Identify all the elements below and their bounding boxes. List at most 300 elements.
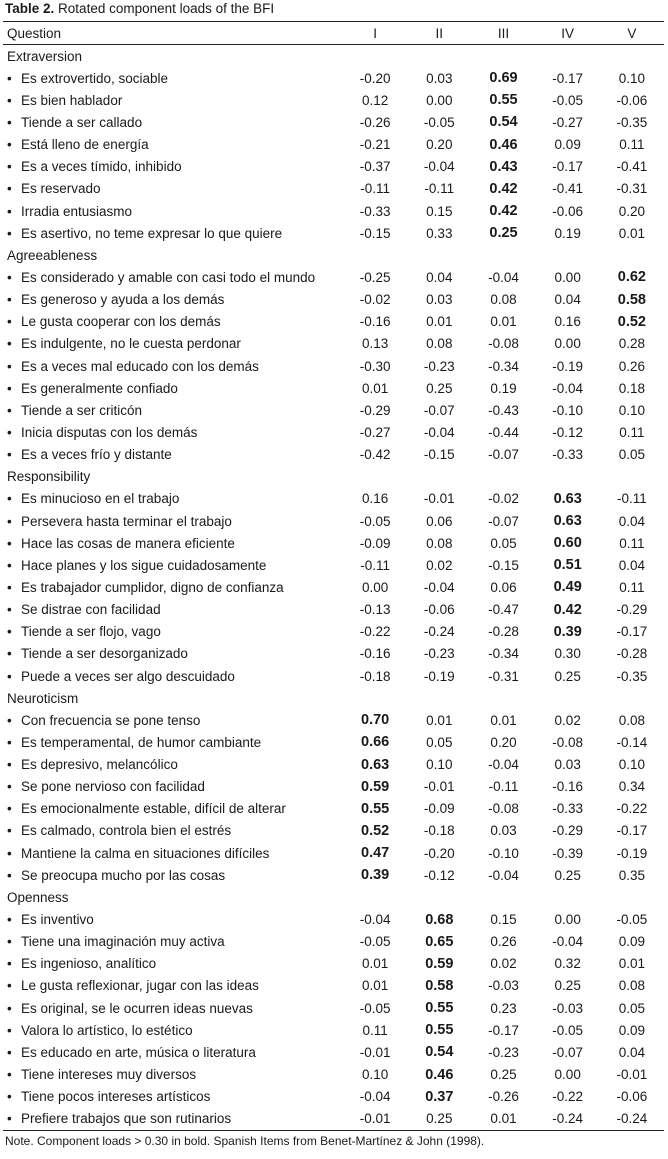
item-text: Tiene una imaginación muy activa	[21, 934, 225, 950]
item-question	[3, 643, 343, 665]
item-text: Es asertivo, no teme expresar lo que quiere	[21, 225, 283, 241]
bullet-icon: •	[7, 1111, 12, 1127]
loading-value: -0.08	[488, 801, 519, 817]
loading-value: 0.03	[426, 70, 453, 86]
bullet-icon: •	[7, 181, 12, 197]
bullet-icon: •	[7, 956, 12, 972]
loading-value: 0.20	[426, 137, 453, 153]
item-question	[3, 1019, 343, 1041]
bullet-icon: •	[7, 114, 12, 130]
loading-value: -0.41	[616, 159, 648, 175]
loading-value: -0.35	[616, 114, 648, 130]
bullet-icon: •	[7, 712, 12, 728]
loading-value: 0.01	[426, 712, 453, 728]
bullet-icon: •	[7, 602, 12, 618]
item-question	[3, 377, 343, 399]
loading-value: 0.10	[618, 402, 646, 418]
table-row	[3, 311, 664, 333]
loading-value: 0.01	[426, 314, 453, 330]
item-text: Es inventivo	[21, 912, 94, 928]
loading-value: -0.03	[488, 978, 519, 994]
item-text: Es a veces tímido, inhibido	[21, 159, 182, 175]
loading-value: -0.11	[360, 181, 391, 197]
bullet-icon: •	[7, 668, 12, 684]
item-question	[3, 421, 343, 443]
bullet-icon: •	[7, 358, 12, 374]
loading-value: 0.01	[361, 380, 389, 396]
item-question	[3, 953, 343, 975]
table-row	[3, 776, 664, 798]
loading-value: -0.04	[552, 934, 584, 950]
loading-value: -0.24	[423, 624, 455, 640]
item-text: Le gusta cooperar con los demás	[21, 314, 221, 330]
item-question	[3, 709, 343, 731]
table-row	[3, 89, 664, 111]
table-row	[3, 156, 664, 178]
loading-value: 0.68	[425, 911, 454, 928]
loading-value: -0.26	[488, 1089, 519, 1105]
section-row	[3, 466, 664, 488]
item-question	[3, 1108, 343, 1131]
item-question	[3, 997, 343, 1019]
loading-value: -0.41	[552, 181, 584, 197]
loading-value: 0.00	[554, 269, 581, 285]
table-row	[3, 1041, 664, 1063]
loading-value: -0.07	[423, 402, 455, 418]
item-question	[3, 67, 343, 89]
item-text: Tiene intereses muy diversos	[21, 1067, 197, 1083]
loading-value: 0.00	[426, 92, 453, 108]
loading-value: -0.35	[616, 668, 648, 684]
item-question	[3, 289, 343, 311]
table-row	[3, 820, 664, 842]
loading-value: -0.17	[552, 70, 584, 86]
loading-value: 0.46	[489, 136, 518, 153]
item-question	[3, 89, 343, 111]
bullet-icon: •	[7, 380, 12, 396]
loading-value: 0.04	[426, 269, 453, 285]
item-text: Es ingenioso, analítico	[21, 956, 157, 972]
table-row	[3, 997, 664, 1019]
item-question	[3, 311, 343, 333]
loading-value: 0.08	[618, 978, 646, 994]
table-row	[3, 532, 664, 554]
table-row	[3, 1063, 664, 1085]
loading-value: -0.03	[552, 1000, 584, 1016]
loading-value: -0.04	[423, 159, 455, 175]
loading-value: -0.11	[488, 779, 519, 795]
loading-value: -0.01	[359, 1044, 391, 1060]
section-heading: Responsibility	[7, 469, 91, 485]
loading-value: -0.24	[600, 1108, 664, 1131]
loading-value: 0.55	[425, 1000, 454, 1017]
section-heading: Agreeableness	[7, 247, 98, 263]
loading-value: -0.22	[552, 1089, 584, 1105]
loading-value: 0.25	[489, 225, 518, 242]
loading-value: 0.15	[426, 203, 453, 219]
header-component: II	[407, 22, 471, 45]
loading-value: -0.20	[359, 70, 391, 86]
loading-value: -0.34	[488, 358, 519, 374]
item-text: Tiende a ser callado	[21, 114, 143, 130]
header-component: IV	[536, 22, 600, 45]
loading-value: 0.54	[425, 1044, 454, 1061]
bullet-icon: •	[7, 92, 12, 108]
caption-text: Rotated component loads of the BFI	[58, 1, 275, 16]
loading-value: -0.01	[423, 779, 455, 795]
loading-value: 0.58	[425, 977, 454, 994]
item-question	[3, 754, 343, 776]
loading-value: 0.70	[361, 712, 390, 729]
bullet-icon: •	[7, 1089, 12, 1105]
loading-value: -0.05	[359, 934, 391, 950]
loading-value: -0.19	[423, 668, 455, 684]
loading-value: 0.09	[554, 137, 581, 153]
loading-value: 0.08	[490, 292, 517, 308]
loading-value: -0.28	[488, 624, 519, 640]
item-text: Es indulgente, no le cuesta perdonar	[21, 336, 241, 352]
item-text: Está lleno de energía	[21, 137, 149, 153]
loading-value: -0.25	[359, 269, 391, 285]
loading-value: -0.01	[616, 1067, 648, 1083]
loading-value: -0.19	[552, 358, 584, 374]
loading-value: -0.31	[488, 668, 519, 684]
loading-value: -0.08	[488, 336, 519, 352]
item-text: Mantiene la calma en situaciones difíciles	[21, 845, 270, 861]
loading-value: -0.16	[359, 314, 391, 330]
table-note: Note. Component loads > 0.30 in bold. Spanish Items from Benet-Martínez & John (1998).	[5, 1133, 485, 1148]
loading-value: 0.25	[554, 668, 581, 684]
item-text: Es reservado	[21, 181, 101, 197]
bullet-icon: •	[7, 292, 12, 308]
loading-value: 0.05	[490, 535, 517, 551]
loading-value: -0.18	[359, 668, 391, 684]
loading-value: 0.01	[361, 978, 389, 994]
loading-value: 0.02	[426, 557, 453, 573]
item-text: Es bien hablador	[21, 92, 123, 108]
section-row	[3, 687, 664, 709]
loading-value: -0.29	[552, 823, 584, 839]
loading-value: -0.12	[423, 867, 455, 883]
item-text: Se distrae con facilidad	[21, 602, 161, 618]
loading-value: -0.31	[616, 181, 648, 197]
item-question	[3, 820, 343, 842]
table-row	[3, 178, 664, 200]
loading-value: -0.07	[552, 1044, 584, 1060]
loading-value: -0.06	[423, 602, 455, 618]
table-row	[3, 222, 664, 244]
item-text: Tiende a ser flojo, vago	[21, 624, 161, 640]
item-question	[3, 842, 343, 864]
table-row	[3, 643, 664, 665]
loading-value: -0.21	[359, 137, 391, 153]
loading-value: -0.34	[488, 646, 519, 662]
bullet-icon: •	[7, 535, 12, 551]
item-question	[3, 200, 343, 222]
loading-value: 0.03	[490, 823, 517, 839]
loading-value: -0.17	[616, 624, 648, 640]
loading-value: 0.42	[553, 601, 582, 618]
loading-value: 0.05	[618, 1000, 646, 1016]
table-row	[3, 444, 664, 466]
bullet-icon: •	[7, 845, 12, 861]
loading-value: 0.05	[618, 447, 646, 463]
loading-value: -0.29	[616, 602, 648, 618]
bullet-icon: •	[7, 557, 12, 573]
item-text: Irradia entusiasmo	[21, 203, 133, 219]
item-text: Es calmado, controla bien el estrés	[21, 823, 232, 839]
loading-value: -0.09	[359, 535, 391, 551]
bullet-icon: •	[7, 70, 12, 86]
header-row	[3, 22, 664, 45]
loading-value: 0.25	[554, 867, 581, 883]
loading-value: 0.55	[425, 1022, 454, 1039]
loading-value: 0.46	[425, 1066, 454, 1083]
loading-value: 0.11	[619, 137, 645, 153]
loading-value: 0.63	[361, 756, 390, 773]
table-row	[3, 421, 664, 443]
loading-value: -0.19	[616, 845, 648, 861]
table-row	[3, 931, 664, 953]
loading-value: -0.47	[488, 602, 519, 618]
loading-value: -0.17	[488, 1022, 519, 1038]
header-component: III	[471, 22, 535, 45]
bullet-icon: •	[7, 646, 12, 662]
loading-value: -0.05	[359, 513, 391, 529]
loading-value: -0.06	[552, 203, 584, 219]
loading-value: -0.11	[424, 181, 455, 197]
table-row	[3, 289, 664, 311]
loading-value: -0.39	[552, 845, 584, 861]
loading-value: -0.37	[359, 159, 391, 175]
item-question	[3, 931, 343, 953]
loading-value: 0.42	[489, 203, 518, 220]
table-row	[3, 488, 664, 510]
loading-value: -0.22	[359, 624, 391, 640]
loading-value: 0.60	[553, 535, 582, 552]
table-row	[3, 200, 664, 222]
table-row	[3, 731, 664, 753]
loading-value: -0.06	[616, 92, 648, 108]
table-row	[3, 554, 664, 576]
item-question	[3, 510, 343, 532]
item-question	[3, 621, 343, 643]
bullet-icon: •	[7, 203, 12, 219]
section-heading: Openness	[7, 889, 69, 905]
item-text: Es a veces frío y distante	[21, 447, 172, 463]
loading-value: -0.07	[488, 447, 519, 463]
loading-value: 0.59	[425, 955, 454, 972]
bullet-icon: •	[7, 934, 12, 950]
table-row	[3, 709, 664, 731]
loading-value: 0.63	[553, 513, 582, 530]
loading-value: 0.11	[619, 535, 645, 551]
table-row	[3, 333, 664, 355]
loading-value: 0.04	[618, 1044, 646, 1060]
table-row	[3, 842, 664, 864]
loading-value: 0.19	[490, 380, 517, 396]
loading-value: 0.20	[618, 203, 646, 219]
table-row	[3, 134, 664, 156]
loading-value: -0.24	[536, 1108, 600, 1131]
item-question	[3, 975, 343, 997]
loading-value: 0.47	[361, 845, 390, 862]
table-row	[3, 1108, 664, 1131]
loading-value: -0.02	[359, 292, 391, 308]
loading-value: 0.55	[489, 92, 518, 109]
item-question	[3, 111, 343, 133]
item-text: Hace las cosas de manera eficiente	[21, 535, 235, 551]
loading-value: 0.06	[490, 579, 517, 595]
section-heading: Extraversion	[7, 48, 83, 64]
loading-value: 0.08	[618, 712, 646, 728]
bullet-icon: •	[7, 1022, 12, 1038]
loading-value: 0.69	[489, 70, 518, 87]
header-component: I	[343, 22, 407, 45]
item-text: Es depresivo, melancólico	[21, 757, 178, 773]
item-text: Con frecuencia se pone tenso	[21, 712, 201, 728]
bullet-icon: •	[7, 424, 12, 440]
loading-value: 0.28	[618, 336, 646, 352]
loading-value: 0.01	[490, 712, 517, 728]
bullet-icon: •	[7, 757, 12, 773]
loading-value: 0.18	[618, 380, 646, 396]
loading-value: 0.63	[553, 490, 582, 507]
loading-value: -0.04	[488, 757, 519, 773]
item-text: Puede a veces ser algo descuidado	[21, 668, 235, 684]
item-question	[3, 731, 343, 753]
bullet-icon: •	[7, 978, 12, 994]
item-text: Tiende a ser criticón	[21, 402, 143, 418]
loading-value: 0.52	[361, 822, 390, 839]
item-question	[3, 488, 343, 510]
item-text: Es a veces mal educado con los demás	[21, 358, 259, 374]
loading-value: 0.01	[618, 956, 646, 972]
loading-value: -0.01	[423, 491, 455, 507]
loading-value: -0.09	[423, 801, 455, 817]
loading-value: -0.02	[488, 491, 519, 507]
loading-value: -0.04	[423, 424, 455, 440]
section-row	[3, 45, 664, 68]
loading-value: 0.03	[426, 292, 453, 308]
loading-value: 0.30	[554, 646, 581, 662]
loading-value: 0.16	[361, 491, 389, 507]
loading-value: -0.17	[616, 823, 648, 839]
bullet-icon: •	[7, 801, 12, 817]
loading-value: -0.22	[616, 801, 648, 817]
loading-value: 0.11	[619, 579, 645, 595]
loading-value: 0.25	[426, 380, 453, 396]
loading-value: -0.29	[359, 402, 391, 418]
loadings-table	[3, 22, 664, 1131]
header-question: Question	[3, 22, 343, 45]
loading-value: 0.58	[617, 291, 646, 308]
table-row	[3, 665, 664, 687]
item-question	[3, 266, 343, 288]
item-question	[3, 798, 343, 820]
loading-value: -0.11	[617, 491, 647, 507]
loading-value: -0.27	[552, 114, 584, 130]
item-text: Se preocupa mucho por las cosas	[21, 867, 226, 883]
loading-value: 0.10	[618, 70, 646, 86]
item-question	[3, 355, 343, 377]
loading-value: -0.23	[423, 358, 455, 374]
item-text: Es considerado y amable con casi todo el mundo	[21, 269, 316, 285]
loading-value: 0.34	[618, 779, 646, 795]
item-question	[3, 333, 343, 355]
bullet-icon: •	[7, 336, 12, 352]
loading-value: 0.59	[361, 778, 390, 795]
loading-value: -0.16	[359, 646, 391, 662]
bullet-icon: •	[7, 1044, 12, 1060]
loading-value: -0.10	[488, 845, 519, 861]
item-question	[3, 665, 343, 687]
table-row	[3, 266, 664, 288]
loading-value: 0.02	[490, 956, 517, 972]
table-row	[3, 864, 664, 886]
bullet-icon: •	[7, 402, 12, 418]
bullet-icon: •	[7, 314, 12, 330]
loading-value: -0.06	[616, 1089, 648, 1105]
loading-value: -0.44	[488, 424, 519, 440]
loading-value: 0.04	[618, 513, 646, 529]
item-question	[3, 134, 343, 156]
loading-value: 0.25	[407, 1108, 471, 1131]
loading-value: 0.35	[618, 867, 646, 883]
bullet-icon: •	[7, 867, 12, 883]
loading-value: 0.52	[617, 313, 646, 330]
loading-value: 0.16	[554, 314, 581, 330]
item-question	[3, 399, 343, 421]
item-text: Es extrovertido, sociable	[21, 70, 169, 86]
loading-value: 0.09	[618, 1022, 646, 1038]
table-row	[3, 599, 664, 621]
bullet-icon: •	[7, 734, 12, 750]
bullet-icon: •	[7, 491, 12, 507]
table-row	[3, 754, 664, 776]
bullet-icon: •	[7, 1067, 12, 1083]
loading-value: 0.12	[361, 92, 389, 108]
loading-value: 0.08	[426, 336, 453, 352]
table-row	[3, 1019, 664, 1041]
item-text: Le gusta reflexionar, jugar con las ideas	[21, 978, 259, 994]
loading-value: -0.14	[616, 734, 648, 750]
bullet-icon: •	[7, 447, 12, 463]
item-question	[3, 532, 343, 554]
loading-value: -0.04	[488, 867, 519, 883]
loading-value: 0.42	[489, 180, 518, 197]
loading-value: 0.00	[554, 912, 581, 928]
item-text: Tiene pocos intereses artísticos	[21, 1089, 211, 1105]
loading-value: -0.17	[552, 159, 584, 175]
loading-value: 0.10	[361, 1067, 389, 1083]
item-text: Es trabajador cumplidor, digno de confianza	[21, 579, 284, 595]
item-text: Es generalmente confiado	[21, 380, 178, 396]
loading-value: -0.15	[359, 225, 391, 241]
loading-value: 0.09	[618, 934, 646, 950]
loading-value: -0.04	[359, 912, 391, 928]
item-question	[3, 178, 343, 200]
loading-value: 0.00	[554, 1067, 581, 1083]
loading-value: -0.12	[552, 424, 584, 440]
loading-value: -0.20	[423, 845, 455, 861]
table-row	[3, 576, 664, 598]
item-question	[3, 156, 343, 178]
loading-value: -0.05	[423, 114, 455, 130]
item-question	[3, 554, 343, 576]
loading-value: -0.42	[359, 447, 391, 463]
item-question	[3, 576, 343, 598]
